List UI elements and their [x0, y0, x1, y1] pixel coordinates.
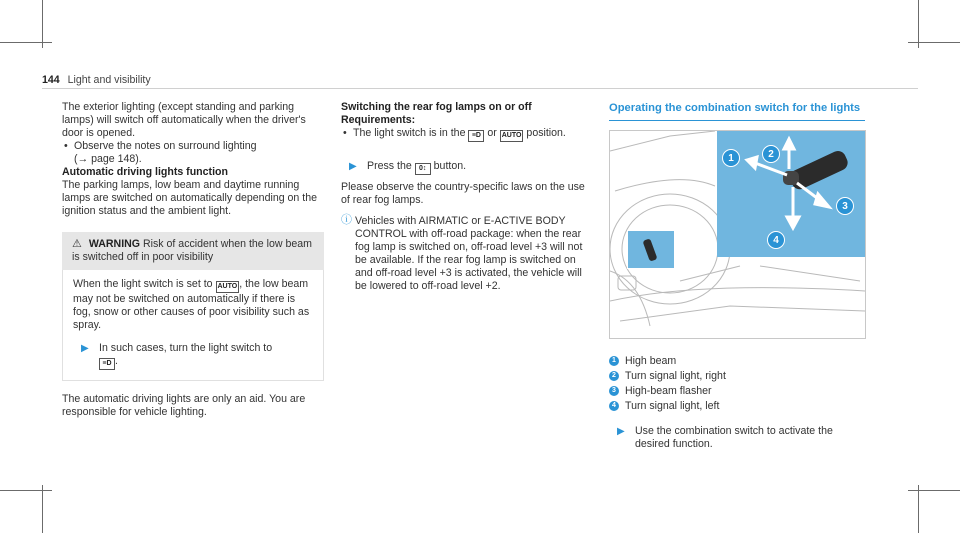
requirement-bullet	[341, 127, 591, 142]
rear-fog-lamp-icon: 0↕	[415, 163, 431, 175]
auto-lights-heading: Automatic driving lights function	[62, 166, 228, 178]
intro-paragraph: The exterior lighting (except standing and parking lamps) will switch off automatically when the driver's door is opened.	[62, 101, 306, 139]
crop-mark	[0, 490, 52, 491]
low-beam-icon: ≡D	[99, 358, 115, 370]
step-arrow-icon: ▶	[349, 161, 357, 172]
legend-text: High beam	[625, 355, 677, 367]
callout-4-icon: 4	[767, 231, 785, 249]
callout-2-icon: 2	[762, 145, 780, 163]
bullet-text: Observe the notes on surround lighting	[74, 140, 257, 152]
info-icon: ⓘ	[341, 214, 352, 226]
section-title: Light and visibility	[67, 74, 151, 86]
warning-step-text: In such cases, turn the light switch to	[99, 342, 273, 354]
warning-text-start: When the light switch is set to	[73, 278, 213, 290]
crop-mark	[908, 42, 960, 43]
switch-stalk-drawing	[717, 131, 865, 257]
legend-text: Turn signal light, right	[625, 370, 726, 382]
warning-triangle-icon: ⚠	[72, 238, 82, 250]
callout-3-icon: 3	[836, 197, 854, 215]
legend-number-icon: 2	[609, 371, 619, 381]
crop-mark	[918, 0, 919, 48]
crop-mark	[918, 485, 919, 533]
auto-light-icon: AUTO	[500, 130, 524, 142]
column-middle	[341, 101, 591, 293]
fog-step-text-start: Press the	[367, 160, 412, 172]
low-beam-icon: ≡D	[468, 130, 484, 142]
page-header	[42, 74, 151, 87]
step-arrow-icon: ▶	[81, 343, 89, 354]
crop-mark	[0, 42, 52, 43]
inset-stalk-drawing	[628, 231, 674, 268]
bullet-surround-lighting	[62, 140, 324, 166]
combination-switch-heading: Operating the combination switch for the lights	[609, 101, 865, 121]
warning-header	[62, 232, 324, 270]
fog-lamps-heading: Switching the rear fog lamps on or off	[341, 101, 532, 113]
info-note-text: Vehicles with AIRMATIC or E-ACTIVE BODY CONTROL with off-road package: when the rear fog lamp is switched on, off-road level +3 will not be available. If the rear fog lamp is switched on and off-road level +3 is activated, the vehicle will be lowered to off-road level +2.	[355, 215, 583, 292]
switch-location-inset	[627, 230, 675, 269]
page-reference-link[interactable]: (→ page 148).	[74, 153, 142, 165]
crop-mark	[42, 0, 43, 48]
column-right	[609, 101, 865, 451]
warning-step: ▶ In such cases, turn the light switch to ≡D .	[73, 342, 315, 370]
step-arrow-icon: ▶	[617, 426, 625, 437]
crop-mark	[908, 490, 960, 491]
warning-text-end: , the low beam may not be switched on automatically if there is fog, snow or other causes of poor visibility such as spray.	[73, 278, 310, 331]
legend-number-icon: 4	[609, 401, 619, 411]
legend-item	[609, 385, 865, 398]
requirements-label: Requirements:	[341, 114, 416, 126]
crop-mark	[42, 485, 43, 533]
legend-text: Turn signal light, left	[625, 400, 720, 412]
callout-1-icon: 1	[722, 149, 740, 167]
requirement-text-end: position.	[526, 127, 566, 139]
auto-light-icon: AUTO	[216, 281, 240, 293]
combination-switch-step	[609, 425, 865, 451]
warning-title: Risk of accident when the low beam is switched off in poor visibility	[72, 238, 312, 263]
warning-text	[73, 278, 315, 332]
requirement-text-start: The light switch is in the	[353, 127, 466, 139]
legend-item	[609, 400, 865, 413]
column-left	[62, 101, 324, 419]
fog-step	[341, 160, 591, 175]
combination-switch-step-text: Use the combination switch to activate the desired function.	[635, 425, 833, 450]
country-laws-paragraph: Please observe the country-specific laws on the use of rear fog lamps.	[341, 181, 585, 206]
warning-label: WARNING	[88, 238, 141, 250]
warning-body	[62, 270, 324, 381]
warning-box	[62, 232, 324, 381]
switch-detail-panel	[717, 131, 865, 257]
auto-lights-paragraph: The parking lamps, low beam and daytime running lamps are switched on automatically depending on the ignition status and the ambient light.	[62, 179, 317, 217]
legend-number-icon: 1	[609, 356, 619, 366]
figure-legend	[609, 355, 865, 413]
legend-text: High-beam flasher	[625, 385, 712, 397]
legend-item	[609, 370, 865, 383]
requirement-or: or	[487, 127, 497, 139]
legend-item	[609, 355, 865, 368]
header-divider	[42, 88, 918, 89]
fog-step-text-end: button.	[433, 160, 467, 172]
legend-number-icon: 3	[609, 386, 619, 396]
footer-paragraph: The automatic driving lights are only an aid. You are responsible for vehicle lighting.	[62, 393, 306, 418]
info-note	[341, 215, 591, 293]
combination-switch-illustration	[609, 130, 866, 339]
page-number: 144	[42, 74, 60, 86]
